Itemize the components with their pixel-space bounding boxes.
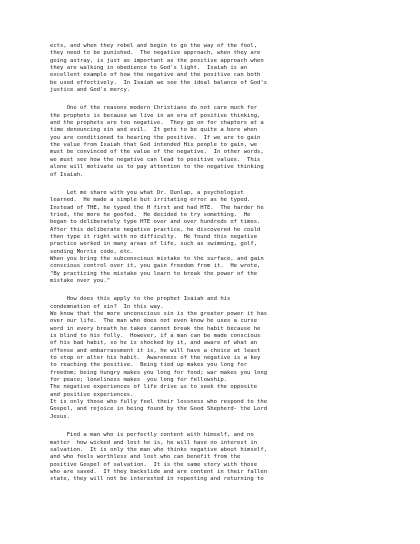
text-line: freedom; being hungry makes you long for food; war makes you long [50,369,268,376]
text-line: you are conditioned to hearing the positive. If we are to gain [50,134,261,141]
text-line: condemnation of sin? In this way. [50,303,164,310]
text-line: be used effectively. In Isaiah we see the ideal balance of God's [50,79,268,86]
text-line: Jesus. [50,413,71,420]
text-line: of Isaiah. [50,171,84,178]
text-line: When you bring the subconscious mistake to the surface, and gain [50,255,264,262]
text-line: "By practicing the mistake you learn to break the power of the [50,270,258,277]
text-line: practice worked in many areas of life, such as swimming, golf, [50,241,258,248]
text-line: offense and embarrassment it is, he will have a choice at least [50,347,261,354]
document-body [50,43,384,484]
text-line: who are saved. If they backslide and are content in their fallen [50,468,268,475]
text-line: Gospel, and rejoice in being found by the Good Shepherd- the Lord [50,406,268,413]
text-line: mistake over you." [50,277,111,284]
text-line: going astray, is just as important as the positive approach when [50,57,264,64]
text-line: excellent example of how the negative and the positive can both [50,72,261,79]
text-line: to reaching the positive. Being tied up makes you long for [50,362,248,369]
text-line: Find a man who is perfectly content with himself, and no [50,432,254,439]
text-line: and who feels worthless and lost who can benefit from the [50,454,241,461]
text-line: we must see how the negative can lead to positive values. This [50,156,261,163]
text-line: word in every breath he takes cannot break the habit because he [50,325,261,332]
text-line: alone will motivate us to pay attention to the negative thinking [50,164,264,171]
paragraph-gap [50,421,384,432]
text-line: and the prophets are too negative. They go on for chapters at a [50,120,264,127]
paragraph-gap [50,179,384,190]
text-line: conscious control over it, you gain freedom from it. He wrote, [50,263,261,270]
text-line: learned. He made a simple but irritating error as he typed. [50,197,251,204]
text-line: to stop or alter his habit. Awareness of the negative is a key [50,355,261,362]
text-line: matter how wicked and lost he is, he will have no interest in [50,439,258,446]
text-line: salvation. It is only the man who thinks negative about himself, [50,446,268,453]
text-line: ects, and when they rebel and begin to go the way of the fool, [50,43,258,49]
text-line: Instead of THE, he typed the H first and had HTE. The harder he [50,204,264,211]
text-line: After this deliberate negative practice, he discovered he could [50,226,261,233]
text-line: is blind to his folly. However, if a man can be made conscious [50,333,261,340]
text-line: and positive experiences. [50,391,134,398]
text-line: It is only those who fully feel their lossness who respond to the [50,399,268,406]
text-line: One of the reasons modern Christians do not care much for [50,105,258,112]
text-line: they need to be punished. The negative approach, when they are [50,50,261,57]
text-line: Let me share with you what Dr. Dunlap, a psychologist [50,189,244,196]
text-line: How does this apply to the prophet Isaiah and his [50,296,231,303]
text-line: The negative experiences of life drive us to seek the opposite [50,384,258,391]
text-line: over our life. The man who does not even know he uses a curse [50,318,258,325]
text-line: the prophets is because we live in an era of positive thinking, [50,112,261,119]
text-line: time denouncing sin and evil. It gets to be quite a bore when [50,127,258,134]
paragraph-5 [50,432,384,483]
text-line: for peace; loneliness makes you long for fellowship. [50,377,227,384]
paragraph-gap [50,285,384,296]
text-line: must be convinced of the value of the negative. In other words, [50,149,264,156]
paragraph-3 [50,190,384,285]
paragraph-gap [50,94,384,105]
text-line: the value from Isaiah that God intended His people to gain, we [50,142,258,149]
text-line: began to deliberately type HTE over and over hundreds of times. [50,219,261,226]
text-line: sending Morris code, etc. [50,248,134,255]
text-line: they are walking in obedience to God's light. Isaiah is an [50,65,248,72]
paragraph-1 [50,43,384,94]
text-line: state, they will not be interested in repenting and returning to [50,476,264,483]
paragraph-2 [50,105,384,178]
text-line: tried, the more he goofed. He decided to try something. He [50,211,251,218]
text-line: then type it right with no difficulty. He found this negative [50,233,258,240]
text-line: We know that the more unconscious sin is the greater power it has [50,311,268,317]
text-line: positive Gospel of salvation. It is the same story with those [50,461,258,468]
text-line: of his bad habit, so he is shocked by it, and aware of what an [50,340,258,347]
paragraph-4 [50,296,384,421]
text-line: justice and God's mercy. [50,87,131,94]
